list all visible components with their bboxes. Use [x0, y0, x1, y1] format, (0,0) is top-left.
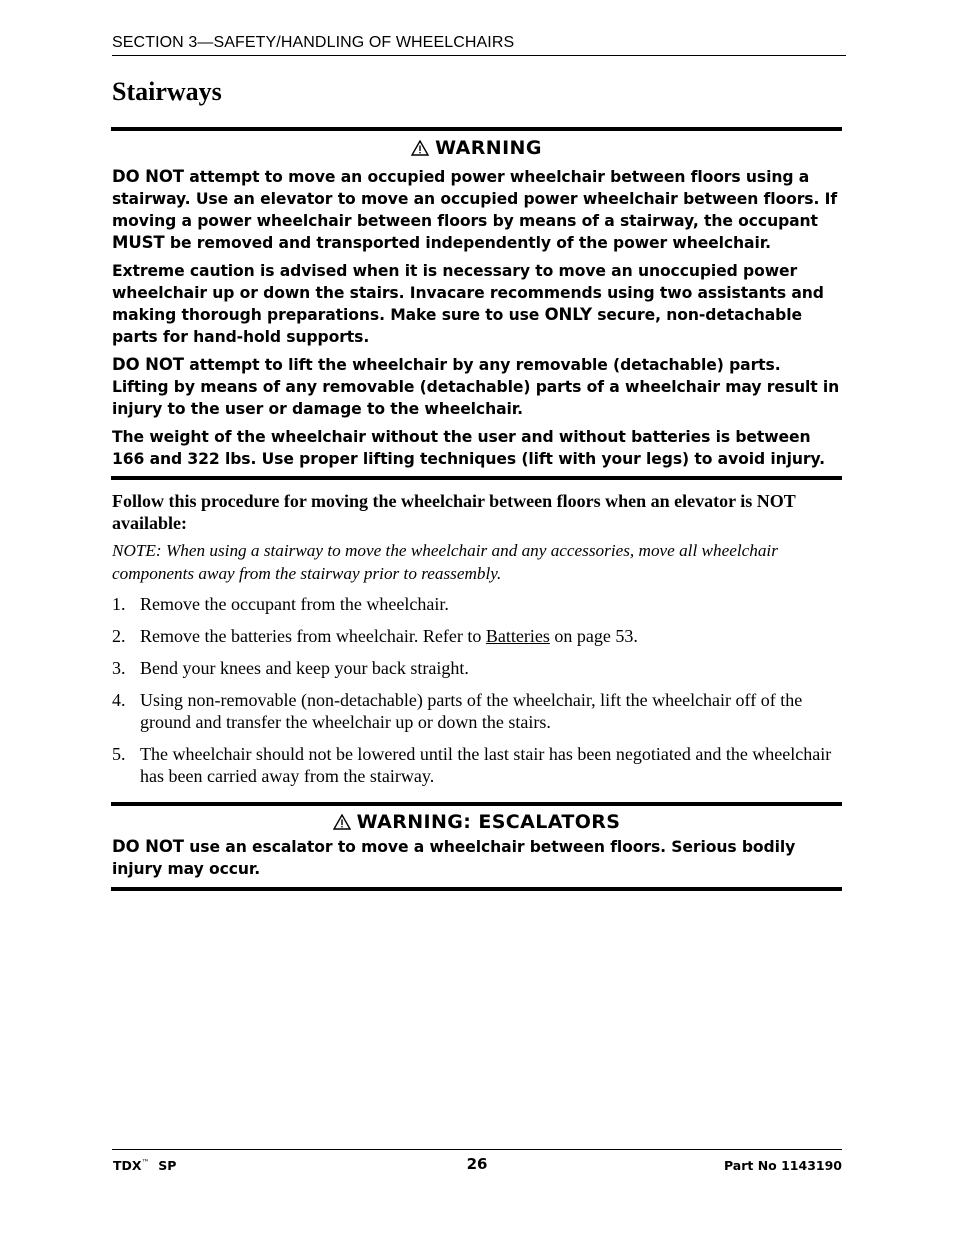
step-text: The wheelchair should not be lowered until the last stair has been negotiated and the wheelchair has been carried away from the stairway. — [140, 744, 832, 786]
procedure-lead: Follow this procedure for moving the wheelchair between floors when an elevator is NOT available: — [112, 491, 796, 533]
step-text: Remove the occupant from the wheelchair. — [140, 594, 449, 614]
escalator-warning-box — [111, 802, 842, 891]
list-item — [112, 593, 842, 615]
warning-paragraph: The weight of the wheelchair without the user and without batteries is between 166 and 322 lbs. Use proper lifting techniques (lift with your legs) to avoid injury. — [112, 428, 825, 468]
emphasis: ONLY — [544, 305, 592, 324]
trademark-symbol: ™ — [141, 1158, 150, 1167]
warning-text: Extreme caution is advised when it is necessary to move an unoccupied power wheelchair up or down the stairs. Invacare recommends using two assistants and making thorough preparations. Make sure to use — [112, 262, 824, 324]
step-text: on page 53. — [549, 626, 638, 646]
part-number: Part No 1143190 — [723, 1158, 842, 1173]
page-title: Stairways — [112, 77, 222, 106]
list-item — [112, 743, 842, 787]
step-text: Remove the batteries from wheelchair. Refer to — [140, 626, 486, 646]
step-text: Bend your knees and keep your back straight. — [140, 658, 469, 678]
section-header: SECTION 3—SAFETY/HANDLING OF WHEELCHAIRS — [112, 33, 846, 56]
warning-text: attempt to move an occupied power wheelchair between floors using a stairway. Use an elevator to move an occupied power wheelchair between floors. If moving a power wheelchair between floors by means of a stairway, the occupant — [112, 168, 838, 230]
warning-text: be removed and transported independently of the power wheelchair. — [164, 234, 771, 252]
product-model: SP — [158, 1158, 177, 1173]
warning-title-text: WARNING — [435, 137, 542, 159]
step-text: Using non-removable (non-detachable) parts of the wheelchair, lift the wheelchair off of the ground and transfer the wheelchair up or down the stairs. — [140, 690, 803, 732]
warning-paragraph — [112, 354, 842, 420]
warning-title — [111, 136, 842, 160]
warning-triangle-icon — [411, 140, 429, 156]
emphasis: DO NOT — [112, 837, 184, 856]
step-number: 1. — [112, 594, 126, 614]
warning-text: use an escalator to move a wheelchair between floors. Serious bodily injury may occur. — [112, 838, 796, 878]
emphasis: DO NOT — [112, 355, 184, 374]
step-number: 5. — [112, 744, 126, 764]
procedure-note: NOTE: When using a stairway to move the wheelchair and any accessories, move all wheelchair components away from the stairway prior to reassembly. — [112, 541, 778, 583]
warning-paragraph — [112, 260, 842, 348]
emphasis: DO NOT — [112, 167, 184, 186]
list-item — [112, 689, 842, 733]
escalator-warning-title-text: WARNING: ESCALATORS — [356, 811, 621, 833]
step-number: 2. — [112, 626, 126, 646]
batteries-link[interactable]: Batteries — [485, 626, 550, 646]
escalator-warning-title — [111, 810, 842, 834]
list-item — [112, 657, 842, 679]
step-number: 4. — [112, 690, 126, 710]
product-name: TDX — [113, 1158, 142, 1173]
procedure-steps — [112, 593, 842, 797]
warning-paragraph — [112, 166, 842, 254]
warning-triangle-icon — [333, 814, 351, 830]
list-item — [112, 625, 842, 647]
emphasis: MUST — [112, 233, 165, 252]
warning-text: secure, non-detachable parts for hand-hold supports. — [112, 306, 802, 346]
warning-text: attempt to lift the wheelchair by any removable (detachable) parts. Lifting by means of any removable (detachable) parts of a wheelchair may result in injury to the user or damage to the wheelchair. — [112, 356, 840, 418]
escalator-warning-paragraph — [112, 836, 842, 880]
page-footer — [112, 1149, 842, 1176]
step-number: 3. — [112, 658, 126, 678]
page-number: 26 — [466, 1155, 488, 1173]
warning-box — [111, 127, 842, 480]
